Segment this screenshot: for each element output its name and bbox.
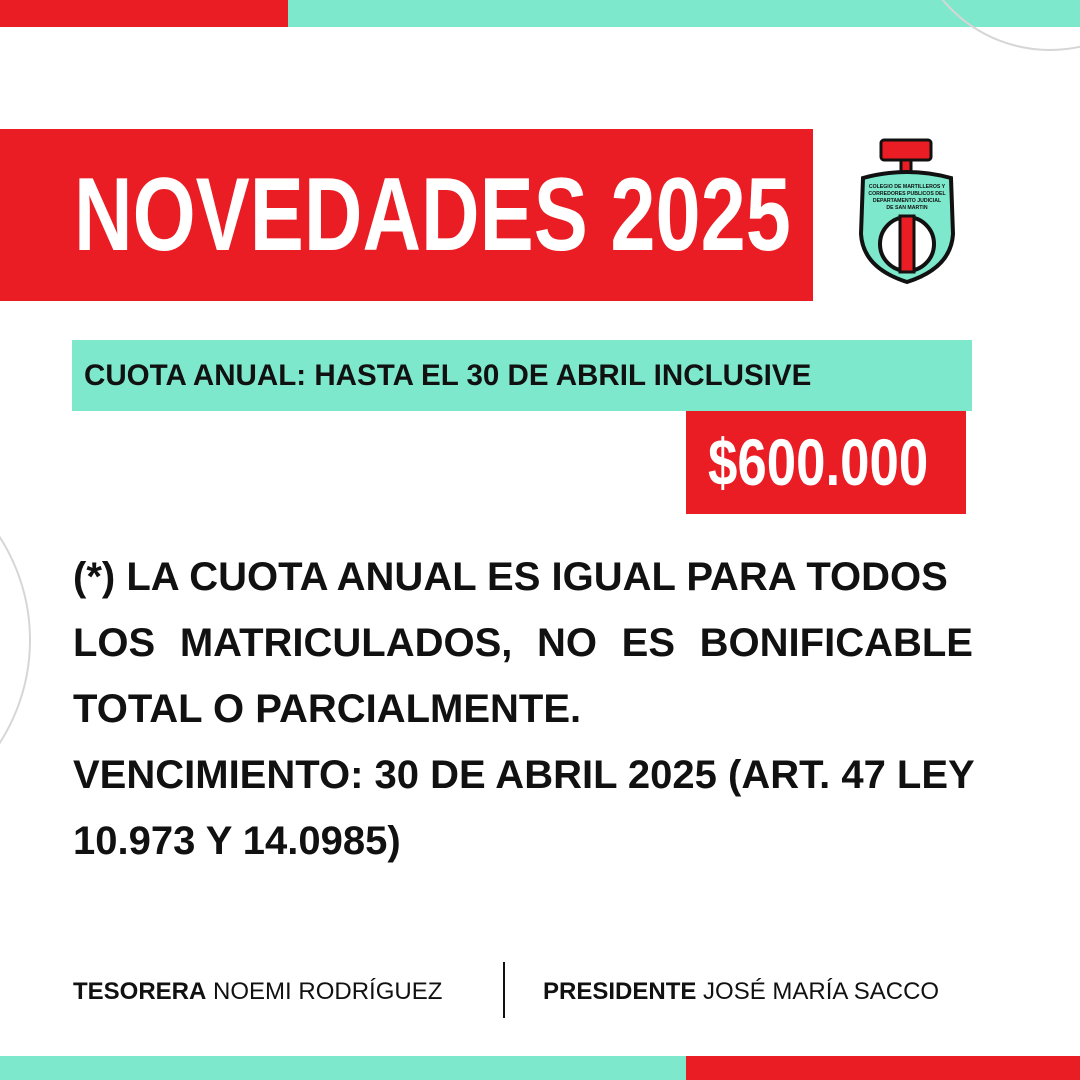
cuota-label: CUOTA ANUAL: HASTA EL 30 DE ABRIL INCLUSIVE — [84, 359, 812, 392]
president-name: JOSÉ MARÍA SACCO — [703, 978, 940, 1005]
footer-treasurer — [73, 962, 442, 1022]
svg-text:CORREDORES PUBLICOS DEL: CORREDORES PUBLICOS DEL — [868, 191, 946, 197]
treasurer-role: TESORERA — [73, 978, 207, 1005]
price-amount: $600.000 — [708, 425, 929, 499]
notice-word: ES — [621, 621, 676, 665]
footer-president — [543, 962, 939, 1022]
president-role: PRESIDENTE — [543, 978, 697, 1005]
page-title: NOVEDADES 2025 — [74, 157, 791, 273]
notice-word: NO — [537, 621, 598, 665]
notice-line-2 — [73, 610, 973, 676]
notice-line-4: VENCIMIENTO: 30 DE ABRIL 2025 (ART. 47 LEY — [73, 753, 975, 797]
top-mint-bar — [288, 0, 1080, 27]
svg-text:COLEGIO DE MARTILLEROS Y: COLEGIO DE MARTILLEROS Y — [868, 184, 946, 190]
footer-divider — [503, 962, 505, 1018]
shield-gavel-logo — [855, 136, 959, 286]
notice-line-1: (*) LA CUOTA ANUAL ES IGUAL PARA TODOS — [73, 555, 948, 599]
notice-word: BONIFICABLE — [699, 621, 973, 665]
notice-body — [73, 544, 973, 874]
svg-text:DEPARTAMENTO JUDICIAL: DEPARTAMENTO JUDICIAL — [872, 198, 942, 204]
top-red-bar — [0, 0, 288, 27]
notice-word: LOS — [73, 621, 156, 665]
notice-word: MATRICULADOS, — [179, 621, 513, 665]
treasurer-name: NOEMI RODRÍGUEZ — [213, 978, 443, 1005]
notice-line-3: TOTAL O PARCIALMENTE. — [73, 687, 582, 731]
bottom-red-bar — [686, 1056, 1080, 1080]
svg-text:DE SAN MARTIN: DE SAN MARTIN — [886, 205, 928, 211]
bottom-mint-bar — [0, 1056, 686, 1080]
notice-line-5: 10.973 Y 14.0985) — [73, 819, 401, 863]
